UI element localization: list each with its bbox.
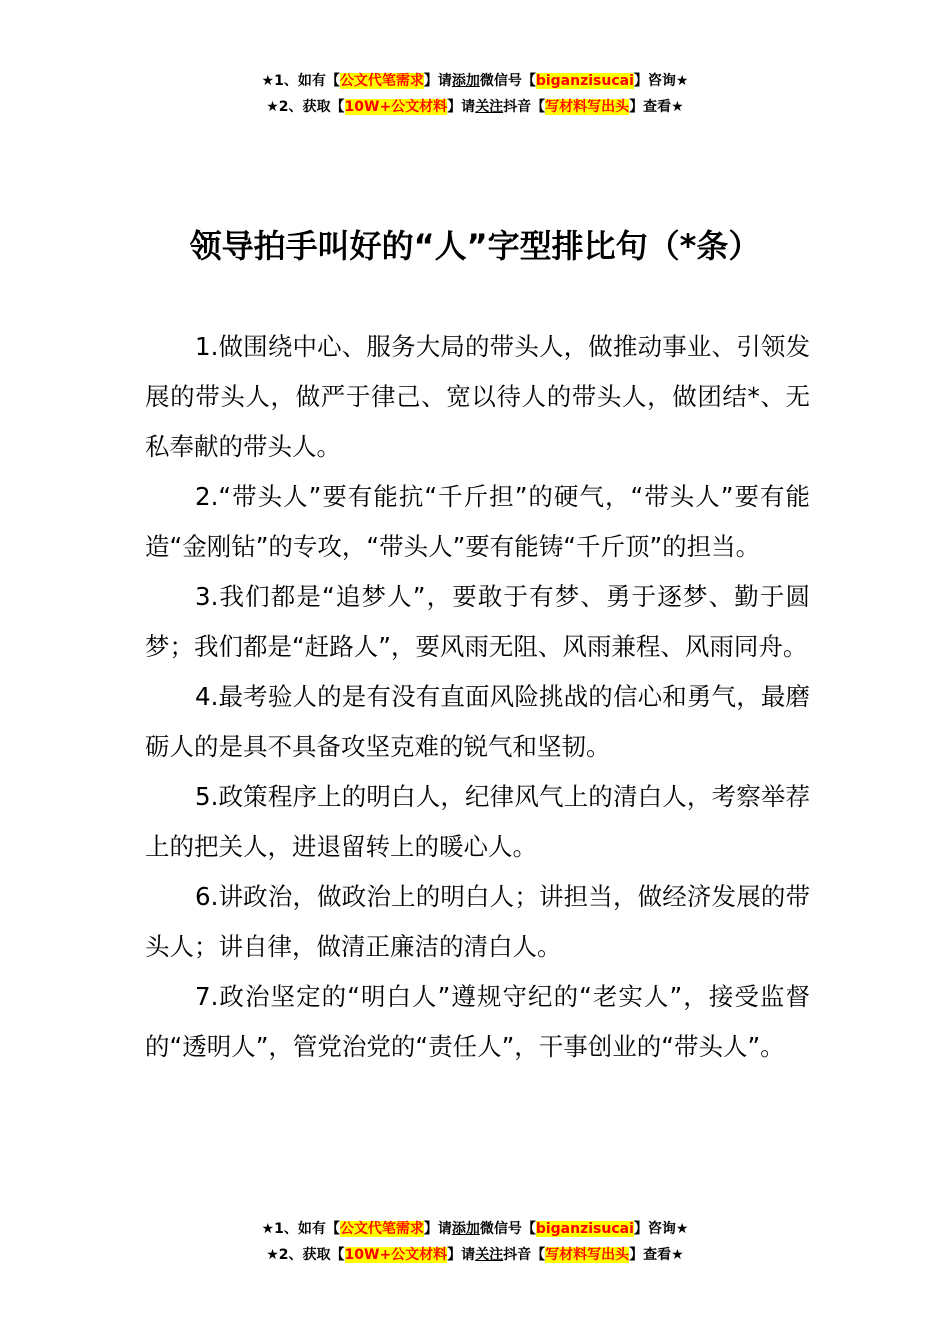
banner-text: 微信号【 bbox=[479, 1221, 536, 1237]
paragraph-3: 3.我们都是“追梦人”，要敢于有梦、勇于逐梦、勤于圆梦；我们都是“赶路人”，要风雨无阻、风雨兼程、风雨同舟。 bbox=[145, 582, 810, 661]
banner-text: 】查看★ bbox=[629, 1247, 684, 1263]
banner-underline: 添加 bbox=[451, 1221, 480, 1237]
header-banner bbox=[0, 68, 950, 120]
banner-text: 】请 bbox=[423, 73, 452, 89]
banner-highlight: biganzisucai bbox=[535, 73, 634, 89]
banner-text: 抖音【 bbox=[503, 1247, 546, 1263]
banner-line-2 bbox=[0, 1242, 950, 1268]
banner-underline: 关注 bbox=[475, 1247, 504, 1263]
paragraph-2: 2.“带头人”要有能抗“千斤担”的硬气，“带头人”要有能造“金刚钻”的专攻，“带头人”要有能铸“千斤顶”的担当。 bbox=[145, 482, 810, 561]
document-body bbox=[145, 322, 810, 1072]
paragraph-5: 5.政策程序上的明白人，纪律风气上的清白人，考察举荐上的把关人，进退留转上的暖心人。 bbox=[145, 782, 810, 861]
banner-text: 】请 bbox=[447, 1247, 476, 1263]
paragraph-1: 1.做围绕中心、服务大局的带头人，做推动事业、引领发展的带头人，做严于律己、宽以待人的带头人，做团结*、无私奉献的带头人。 bbox=[145, 332, 810, 461]
banner-highlight: biganzisucai bbox=[535, 1221, 634, 1237]
banner-highlight: 10W+公文材料 bbox=[344, 99, 448, 115]
paragraph-6: 6.讲政治，做政治上的明白人；讲担当，做经济发展的带头人；讲自律，做清正廉洁的清白人。 bbox=[145, 882, 810, 961]
banner-text: 微信号【 bbox=[479, 73, 536, 89]
banner-text: 】请 bbox=[447, 99, 476, 115]
banner-highlight: 写材料写出头 bbox=[545, 1247, 630, 1263]
paragraph-7: 7.政治坚定的“明白人”遵规守纪的“老实人”，接受监督的“透明人”，管党治党的“责任人”，干事创业的“带头人”。 bbox=[145, 982, 810, 1061]
banner-text: ★1、如有【 bbox=[261, 1221, 340, 1237]
banner-highlight: 公文代笔需求 bbox=[339, 73, 424, 89]
banner-text: 】咨询★ bbox=[633, 1221, 689, 1237]
banner-underline: 关注 bbox=[475, 99, 504, 115]
banner-text: 】请 bbox=[423, 1221, 452, 1237]
banner-text: ★2、获取【 bbox=[266, 99, 345, 115]
banner-line-1 bbox=[0, 68, 950, 94]
banner-text: 】查看★ bbox=[629, 99, 684, 115]
banner-line-1 bbox=[0, 1216, 950, 1242]
banner-highlight: 写材料写出头 bbox=[545, 99, 630, 115]
document-title: 领导拍手叫好的“人”字型排比句（*条） bbox=[189, 227, 761, 265]
banner-text: 】咨询★ bbox=[633, 73, 689, 89]
footer-banner bbox=[0, 1216, 950, 1268]
banner-text: 抖音【 bbox=[503, 99, 546, 115]
banner-highlight: 10W+公文材料 bbox=[344, 1247, 448, 1263]
banner-text: ★2、获取【 bbox=[266, 1247, 345, 1263]
banner-text: ★1、如有【 bbox=[261, 73, 340, 89]
banner-underline: 添加 bbox=[451, 73, 480, 89]
banner-line-2 bbox=[0, 94, 950, 120]
banner-highlight: 公文代笔需求 bbox=[339, 1221, 424, 1237]
paragraph-4: 4.最考验人的是有没有直面风险挑战的信心和勇气，最磨砺人的是具不具备攻坚克难的锐气和坚韧。 bbox=[145, 682, 810, 761]
